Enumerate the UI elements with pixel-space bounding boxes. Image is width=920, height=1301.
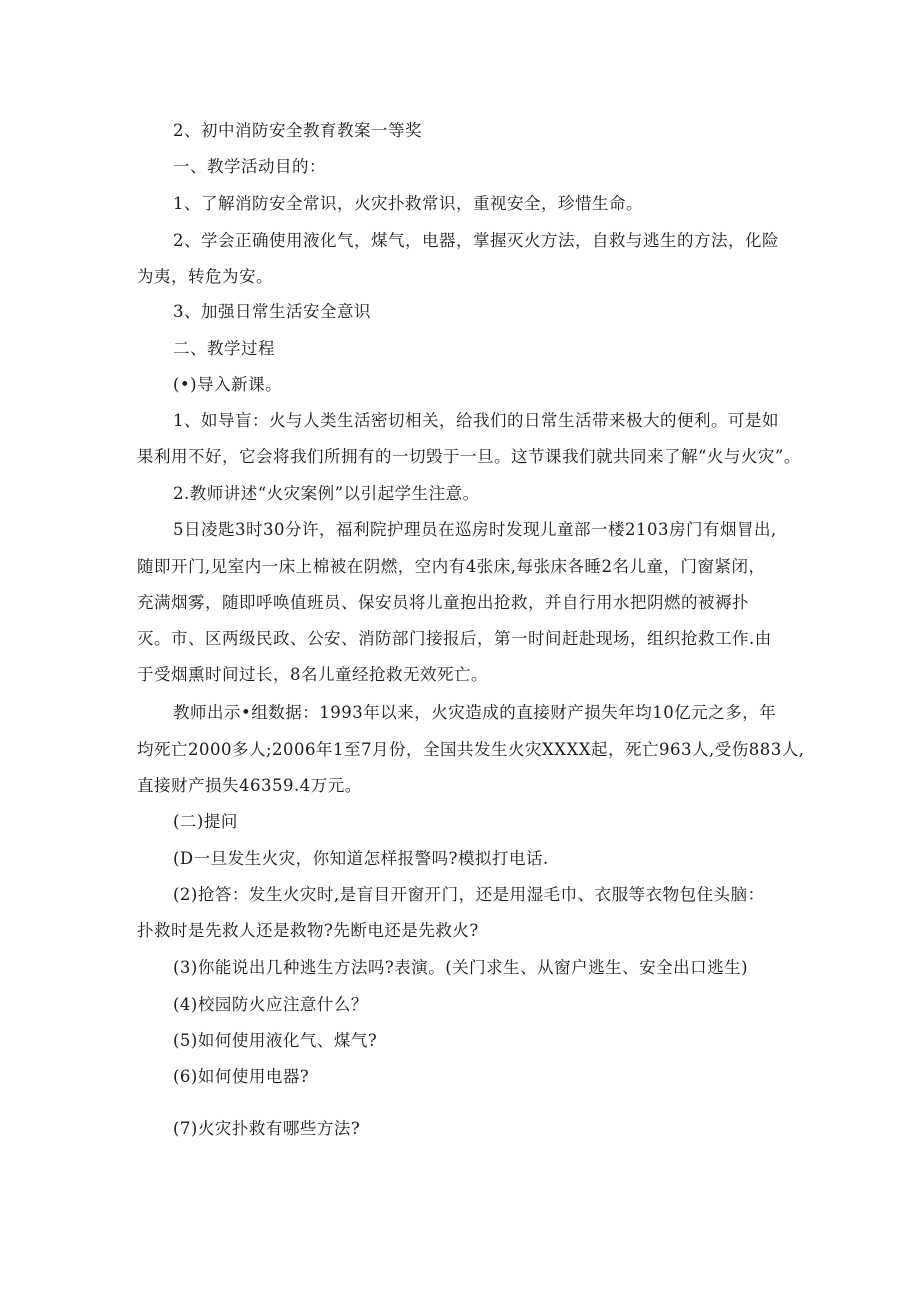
stats-paragraph-line-2: 均死亡2000多人;2006年1至7月份，全国共发生火灾XXXX起，死亡963人,受伤883人, <box>137 740 805 759</box>
subsection-heading-intro: (•)导入新课。 <box>173 375 283 394</box>
section-heading-process: 二、教学过程 <box>173 339 275 358</box>
goal-item-2-line-2: 为夷，转危为安。 <box>137 267 273 286</box>
goal-item-3: 3、加强日常生活安全意识 <box>173 302 371 321</box>
intro-item-2: 2.教师讲述“火灾案例”以引起学生注意。 <box>173 484 480 503</box>
question-2-line-1: (2)抢答：发生火灾时,是盲目开窗开门，还是用湿毛巾、衣服等衣物包住头脑： <box>173 885 765 904</box>
document-title: 2、初中消防安全教育教案一等奖 <box>173 121 422 140</box>
subsection-heading-questions: (二)提问 <box>173 812 238 831</box>
case-paragraph-line-5: 于受烟熏时间过长，8名儿童经抢救无效死亡。 <box>137 665 488 684</box>
intro-paragraph-line-1: 1、如导盲：火与人类生活密切相关，给我们的日常生活带来极大的便利。可是如 <box>173 411 779 430</box>
question-6: (6)如何使用电器? <box>173 1067 310 1086</box>
question-4: (4)校园防火应注意什么？ <box>173 995 368 1014</box>
question-3: (3)你能说出几种逃生方法吗?表演。(关门求生、从窗户逃生、安全出口逃生) <box>173 958 749 977</box>
intro-paragraph-line-2: 果利用不好，它会将我们所拥有的一切毁于一旦。这节课我们就共同来了解“火与火灾”。 <box>137 447 801 466</box>
question-1: (D一旦发生火灾，你知道怎样报警吗?模拟打电话. <box>173 849 549 868</box>
case-paragraph-line-4: 灭。市、区两级民政、公安、消防部门接报后，第一时间赶赴现场，组织抢救工作.由 <box>137 629 772 648</box>
case-paragraph-line-1: 5日凌匙3时30分许，福利院护理员在巡房时发现儿童部一楼2103房门有烟冒出, <box>173 520 777 539</box>
goal-item-1: 1、了解消防安全常识，火灾扑救常识，重视安全，珍惜生命。 <box>173 194 643 213</box>
question-5: (5)如何使用液化气、煤气? <box>173 1031 378 1050</box>
case-paragraph-line-2: 随即开门,见室内一床上棉被在阴燃，空内有4张床,每张床各睡2名儿童，门窗紧闭， <box>137 557 766 576</box>
question-2-line-2: 扑救时是先救人还是救物?先断电还是先救火? <box>137 921 479 940</box>
case-paragraph-line-3: 充满烟雾，随即呼唤值班员、保安员将儿童抱出抢救，并自行用水把阴燃的被褥扑 <box>137 593 749 612</box>
section-heading-goals: 一、教学活动目的： <box>173 157 326 176</box>
goal-item-2-line-1: 2、学会正确使用液化气，煤气，电器，掌握灭火方法，自救与逃生的方法，化险 <box>173 231 779 250</box>
stats-paragraph-line-1: 教师出示•组数据：1993年以来，火灾造成的直接财产损失年均10亿元之多，年 <box>173 703 777 722</box>
stats-paragraph-line-3: 直接财产损失46359.4万元。 <box>137 776 362 795</box>
question-7: (7)火灾扑救有哪些方法? <box>173 1119 361 1138</box>
